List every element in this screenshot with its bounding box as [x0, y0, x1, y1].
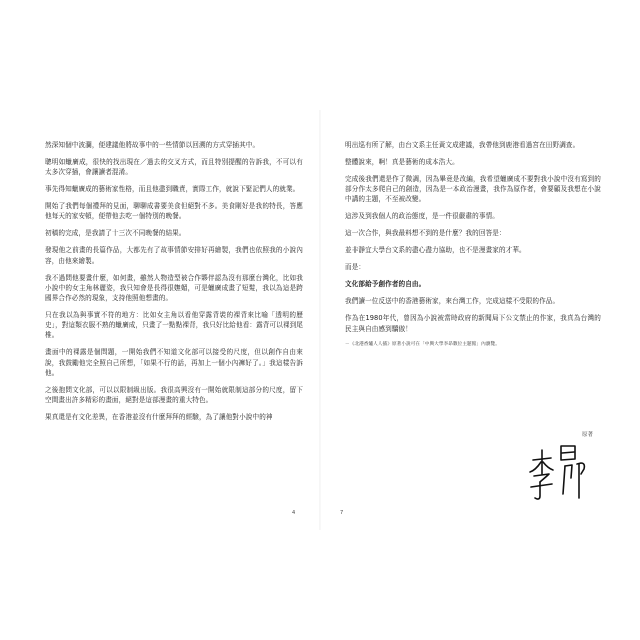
paragraph: 這涉及到我個人的政治態度，是一件很嚴肅的事情。 [345, 212, 499, 221]
paragraph: 之後抱問文化部，可以以限制級出版。我很高興沒有一開始就限制這部分的尺度，留下空間畫出許多精彩的畫面，絕對是這部漫畫的重大特色。 [45, 385, 303, 405]
paragraph: 我不過問他要畫什麼，如何畫，雖然人物造型被合作夥伴認為沒有那麼台灣化，比如我小說中的女主角林麗姿，我只知會是長得很嫵媚，可是蠟廣成畫了短髮，我以為這是跨國界合作必然的現象，支持他照他想畫的。 [45, 273, 303, 303]
paragraph: 我們讀一位反送中的香港藝術家，來台灣工作，完成這樣不受限的作品。 [345, 297, 560, 306]
paragraph: 作為在1980年代，曾因為小說被當時政府的新聞局下公文禁止的作家，我真為台灣的民主與自由感到驕傲！ [345, 314, 601, 333]
left-page [45, 140, 303, 429]
paragraph: 發現他之前畫的長篇作品，大都先有了故事情節安排好再繪製，我們也依照我的小說內容，由他來繪製。 [45, 246, 303, 265]
paragraph: 事先得知蠟廣成的藝術家性格，而且他盡到職責，實際工作，就說下緊記們人的就業。 [45, 185, 300, 194]
author-tag: 原著 [582, 432, 594, 438]
paragraph: 初稿的完成，是我請了十三次不同晚餐的結果。 [45, 229, 186, 238]
paragraph: 這一次合作，與我最料想不到的是什麼？我的回答是： [345, 229, 506, 238]
right-page-number: 7 [340, 510, 344, 516]
paragraph: 文化部給予創作者的自由。 [345, 280, 426, 289]
paragraph: 然深知個中波瀾，便建議他將故事中的一些情節以回溯的方式穿插其中。 [45, 141, 260, 149]
paragraph: 並非靜宜大學台文系的盡心盡力協助，也不是漫畫家的才華。 [345, 246, 526, 255]
right-page [345, 140, 601, 352]
paragraph: 開始了我們每個禮拜的見面，聊聊成書要美食但絕對不多。美食剛好是我的特長，答應他每天的家安頓，便帶他去吃一個特別的晚餐。 [45, 202, 303, 221]
left-page-number: 4 [292, 510, 296, 516]
paragraph: 明出巡有所了解，由台文系主任黃文成建議，我帶他到鹿港看過宮在田野調查。 [345, 141, 580, 149]
page-gutter [319, 110, 321, 530]
paragraph: 畫面中的裸露是個問題，一開始我們不知道文化部可以接受的尺度，但以創作自由來說，我鼓勵他完全照自己所想，「如果不行的話，再加上一個小內褲好了。」我這樣告訴他。 [45, 348, 303, 377]
paragraph: 而是： [345, 263, 366, 272]
paragraph: 完成後我們還是作了微調，因為畢竟是改編，我希望蠟廣成不要對我小說中沒有寫到的部分作太多爬自己的創造，因為是一本政治漫畫，我作為原作者，會要顧及我想在小說中講的主題，不至被改變。 [345, 175, 601, 204]
paragraph: 只在我以為與事實不符的地方：比如女主角以看他穿露背裝的裸背來比喻「透明的歷史」，對這類衣服不熟的蠟廣成，只畫了一點點裸背，我只好比給他看：露背可以裸到尾椎。 [45, 311, 303, 340]
author-signature [525, 438, 595, 508]
paragraph: 聰明如蠟廣成，很快的找出現在／過去的交叉方式，而且特別提醒的告訴我，不可以有太多次穿插，會讓讀者混淆。 [45, 158, 303, 177]
footnote: －《北港香爐人人插》原著小說可在「中興大學李昂數位主題館」內瀏覽。 [345, 341, 500, 347]
paragraph: 果真還是有文化差異，在香港並沒有什麼拜拜的經驗，為了讓他對小說中的神 [45, 413, 273, 422]
paragraph: 整體說來，啊！真是藝術的成本浩大。 [345, 158, 459, 166]
